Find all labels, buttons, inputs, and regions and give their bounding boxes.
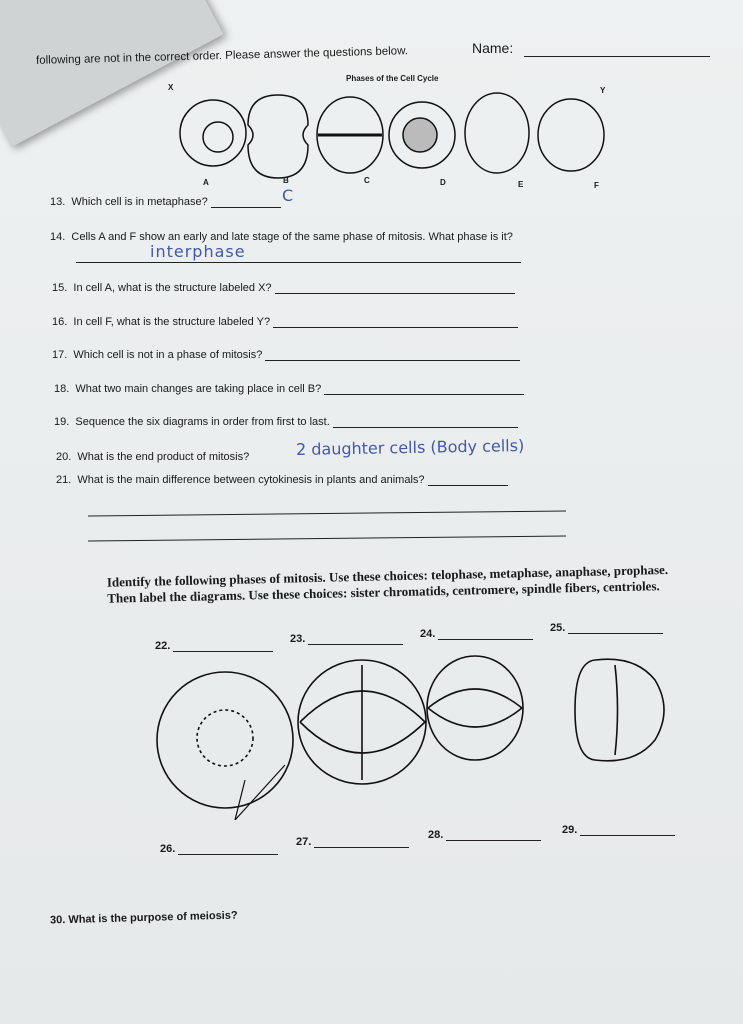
identify-instructions: Identify the following phases of mitosis. Use these choices: telophase, metaphase, anaphase, prophase. Then label the diagrams. Use these choices: sister chromatids, centromere, spindle fibers, centrioles. <box>106 561 669 606</box>
intro-text: following are not in the correct order. Please answer the questions below. <box>35 45 409 67</box>
question-20: 20. What is the end product of mitosis? <box>56 451 250 463</box>
diagram-22 <box>157 672 293 808</box>
answer-20[interactable]: 2 daughter cells (Body cells) <box>295 436 525 459</box>
mitosis-diagrams <box>150 650 730 820</box>
cell-label-b: B <box>283 176 289 185</box>
cell-label-e: E <box>518 180 524 189</box>
cell-cycle-diagrams <box>160 85 640 185</box>
question-15: 15. In cell A, what is the structure labeled X? <box>52 282 515 294</box>
question-14: 14. Cells A and F show an early and late stage of the same phase of mitosis. What phase is it? <box>50 231 513 243</box>
figure-title: Phases of the Cell Cycle <box>346 74 439 83</box>
marker-x: X <box>168 83 174 92</box>
answer-14-line <box>76 261 521 263</box>
blank-28[interactable]: 28. <box>428 829 541 841</box>
cell-b <box>248 95 308 178</box>
name-label: Name: <box>472 40 514 56</box>
cell-a <box>180 100 246 166</box>
blank-23[interactable]: 23. <box>290 633 403 645</box>
name-field[interactable] <box>524 55 710 57</box>
cell-label-f: F <box>594 181 599 190</box>
blank-27[interactable]: 27. <box>296 836 409 848</box>
answer-13[interactable]: C <box>282 186 294 205</box>
cell-label-d: D <box>440 178 446 187</box>
diagram-24 <box>427 656 523 760</box>
question-18: 18. What two main changes are taking place in cell B? <box>54 383 524 395</box>
diagram-25 <box>575 659 664 761</box>
blank-25[interactable]: 25. <box>550 622 663 634</box>
cell-label-a: A <box>203 178 209 187</box>
question-21: 21. What is the main difference between cytokinesis in plants and animals? <box>56 474 508 486</box>
question-19: 19. Sequence the six diagrams in order from first to last. <box>54 416 518 428</box>
cell-e <box>465 93 529 173</box>
blank-24[interactable]: 24. <box>420 628 533 640</box>
marker-y: Y <box>600 86 606 95</box>
question-16: 16. In cell F, what is the structure labeled Y? <box>52 316 518 328</box>
cell-f <box>538 99 604 171</box>
question-17: 17. Which cell is not in a phase of mitosis? <box>52 349 520 361</box>
answer-21-line-2[interactable] <box>88 534 566 541</box>
cell-label-c: C <box>364 176 370 185</box>
answer-21-line-1[interactable] <box>88 509 566 516</box>
question-30: 30. What is the purpose of meiosis? <box>49 909 238 927</box>
blank-29[interactable]: 29. <box>562 824 675 836</box>
question-13: 13. Which cell is in metaphase? <box>50 196 281 208</box>
blank-22[interactable]: 22. <box>155 640 273 652</box>
answer-14[interactable]: interphase <box>150 242 246 261</box>
blank-26[interactable]: 26. <box>160 843 278 855</box>
